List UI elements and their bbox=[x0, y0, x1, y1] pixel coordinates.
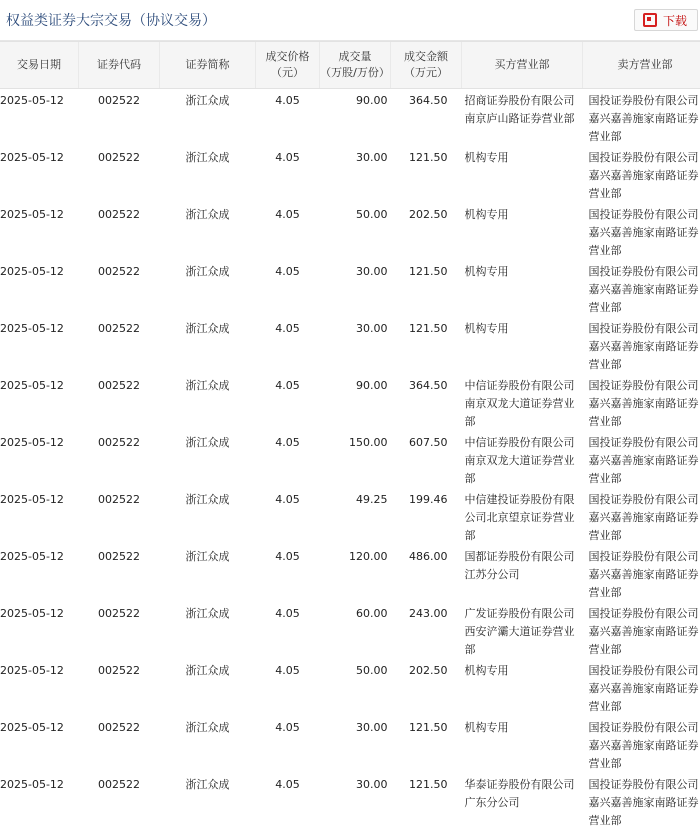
price-cell: 4.05 bbox=[256, 659, 320, 716]
table-row bbox=[0, 146, 700, 203]
security-code-cell: 002522 bbox=[79, 374, 160, 431]
amount-cell: 607.50 bbox=[391, 431, 462, 488]
buyer-branch-cell: 国都证券股份有限公司江苏分公司 bbox=[462, 545, 583, 602]
title-bar bbox=[0, 0, 700, 41]
column-header-code[interactable] bbox=[79, 42, 160, 89]
table-row bbox=[0, 203, 700, 260]
column-header-label: 交易日期 bbox=[17, 58, 61, 71]
buyer-branch-cell: 机构专用 bbox=[462, 146, 583, 203]
page-title: 权益类证券大宗交易（协议交易） bbox=[6, 10, 216, 30]
column-header-label: （万元） bbox=[404, 66, 448, 79]
amount-cell: 121.50 bbox=[391, 716, 462, 773]
column-header-name[interactable] bbox=[160, 42, 256, 89]
security-name-cell: 浙江众成 bbox=[160, 773, 256, 830]
security-code-cell: 002522 bbox=[79, 545, 160, 602]
volume-cell: 30.00 bbox=[320, 260, 391, 317]
column-header-price[interactable] bbox=[256, 42, 320, 89]
column-header-label: 成交金额 bbox=[404, 50, 448, 63]
security-name-cell: 浙江众成 bbox=[160, 89, 256, 147]
security-name-cell: 浙江众成 bbox=[160, 602, 256, 659]
buyer-branch-cell: 中信证券股份有限公司南京双龙大道证券营业部 bbox=[462, 431, 583, 488]
security-name-cell: 浙江众成 bbox=[160, 317, 256, 374]
table-row bbox=[0, 488, 700, 545]
volume-cell: 49.25 bbox=[320, 488, 391, 545]
security-code-cell: 002522 bbox=[79, 260, 160, 317]
table-row bbox=[0, 773, 700, 830]
volume-cell: 30.00 bbox=[320, 317, 391, 374]
table-row bbox=[0, 602, 700, 659]
trade-date-cell: 2025-05-12 bbox=[0, 203, 79, 260]
security-code-cell: 002522 bbox=[79, 659, 160, 716]
price-cell: 4.05 bbox=[256, 773, 320, 830]
security-name-cell: 浙江众成 bbox=[160, 374, 256, 431]
column-header-label: 买方营业部 bbox=[495, 58, 550, 71]
amount-cell: 199.46 bbox=[391, 488, 462, 545]
volume-cell: 30.00 bbox=[320, 773, 391, 830]
security-code-cell: 002522 bbox=[79, 773, 160, 830]
buyer-branch-cell: 广发证券股份有限公司西安浐灞大道证券营业部 bbox=[462, 602, 583, 659]
amount-cell: 121.50 bbox=[391, 146, 462, 203]
volume-cell: 50.00 bbox=[320, 203, 391, 260]
trade-date-cell: 2025-05-12 bbox=[0, 716, 79, 773]
security-name-cell: 浙江众成 bbox=[160, 716, 256, 773]
security-name-cell: 浙江众成 bbox=[160, 659, 256, 716]
amount-cell: 121.50 bbox=[391, 773, 462, 830]
column-header-label: （万股/万份） bbox=[320, 66, 390, 79]
seller-branch-cell: 国投证券股份有限公司嘉兴嘉善施家南路证券营业部 bbox=[583, 374, 700, 431]
column-header-label: 成交量 bbox=[339, 50, 372, 63]
amount-cell: 243.00 bbox=[391, 602, 462, 659]
amount-cell: 202.50 bbox=[391, 203, 462, 260]
security-name-cell: 浙江众成 bbox=[160, 203, 256, 260]
column-header-seller[interactable] bbox=[583, 42, 700, 89]
security-code-cell: 002522 bbox=[79, 431, 160, 488]
security-code-cell: 002522 bbox=[79, 203, 160, 260]
table-body bbox=[0, 89, 700, 830]
trade-date-cell: 2025-05-12 bbox=[0, 602, 79, 659]
volume-cell: 50.00 bbox=[320, 659, 391, 716]
trade-date-cell: 2025-05-12 bbox=[0, 431, 79, 488]
buyer-branch-cell: 招商证券股份有限公司南京庐山路证券营业部 bbox=[462, 89, 583, 147]
security-name-cell: 浙江众成 bbox=[160, 260, 256, 317]
column-header-label: 卖方营业部 bbox=[618, 58, 673, 71]
trade-date-cell: 2025-05-12 bbox=[0, 89, 79, 147]
price-cell: 4.05 bbox=[256, 260, 320, 317]
seller-branch-cell: 国投证券股份有限公司嘉兴嘉善施家南路证券营业部 bbox=[583, 602, 700, 659]
price-cell: 4.05 bbox=[256, 431, 320, 488]
seller-branch-cell: 国投证券股份有限公司嘉兴嘉善施家南路证券营业部 bbox=[583, 488, 700, 545]
trade-date-cell: 2025-05-12 bbox=[0, 146, 79, 203]
buyer-branch-cell: 中信证券股份有限公司南京双龙大道证券营业部 bbox=[462, 374, 583, 431]
trade-date-cell: 2025-05-12 bbox=[0, 317, 79, 374]
security-name-cell: 浙江众成 bbox=[160, 146, 256, 203]
price-cell: 4.05 bbox=[256, 89, 320, 147]
column-header-label: 成交价格 bbox=[266, 50, 310, 63]
block-trade-table bbox=[0, 41, 700, 830]
security-code-cell: 002522 bbox=[79, 488, 160, 545]
column-header-label: 证券简称 bbox=[186, 58, 230, 71]
price-cell: 4.05 bbox=[256, 317, 320, 374]
volume-cell: 90.00 bbox=[320, 89, 391, 147]
seller-branch-cell: 国投证券股份有限公司嘉兴嘉善施家南路证券营业部 bbox=[583, 773, 700, 830]
trade-date-cell: 2025-05-12 bbox=[0, 545, 79, 602]
trade-date-cell: 2025-05-12 bbox=[0, 374, 79, 431]
price-cell: 4.05 bbox=[256, 146, 320, 203]
column-header-date[interactable] bbox=[0, 42, 79, 89]
table-row bbox=[0, 716, 700, 773]
column-header-buyer[interactable] bbox=[462, 42, 583, 89]
price-cell: 4.05 bbox=[256, 545, 320, 602]
download-label: 下载 bbox=[663, 12, 687, 29]
buyer-branch-cell: 机构专用 bbox=[462, 659, 583, 716]
security-code-cell: 002522 bbox=[79, 317, 160, 374]
price-cell: 4.05 bbox=[256, 716, 320, 773]
security-code-cell: 002522 bbox=[79, 602, 160, 659]
security-code-cell: 002522 bbox=[79, 716, 160, 773]
amount-cell: 364.50 bbox=[391, 374, 462, 431]
trade-date-cell: 2025-05-12 bbox=[0, 659, 79, 716]
table-row bbox=[0, 89, 700, 147]
amount-cell: 202.50 bbox=[391, 659, 462, 716]
column-header-label: 证券代码 bbox=[97, 58, 141, 71]
buyer-branch-cell: 机构专用 bbox=[462, 260, 583, 317]
seller-branch-cell: 国投证券股份有限公司嘉兴嘉善施家南路证券营业部 bbox=[583, 203, 700, 260]
table-row bbox=[0, 317, 700, 374]
trade-date-cell: 2025-05-12 bbox=[0, 773, 79, 830]
seller-branch-cell: 国投证券股份有限公司嘉兴嘉善施家南路证券营业部 bbox=[583, 89, 700, 147]
price-cell: 4.05 bbox=[256, 203, 320, 260]
table-row bbox=[0, 431, 700, 488]
seller-branch-cell: 国投证券股份有限公司嘉兴嘉善施家南路证券营业部 bbox=[583, 659, 700, 716]
security-name-cell: 浙江众成 bbox=[160, 545, 256, 602]
price-cell: 4.05 bbox=[256, 374, 320, 431]
volume-cell: 150.00 bbox=[320, 431, 391, 488]
column-header-label: （元） bbox=[271, 66, 304, 79]
volume-cell: 60.00 bbox=[320, 602, 391, 659]
security-name-cell: 浙江众成 bbox=[160, 488, 256, 545]
amount-cell: 121.50 bbox=[391, 260, 462, 317]
seller-branch-cell: 国投证券股份有限公司嘉兴嘉善施家南路证券营业部 bbox=[583, 146, 700, 203]
buyer-branch-cell: 中信建投证券股份有限公司北京望京证券营业部 bbox=[462, 488, 583, 545]
seller-branch-cell: 国投证券股份有限公司嘉兴嘉善施家南路证券营业部 bbox=[583, 431, 700, 488]
security-name-cell: 浙江众成 bbox=[160, 431, 256, 488]
table-row bbox=[0, 545, 700, 602]
table-row bbox=[0, 260, 700, 317]
volume-cell: 120.00 bbox=[320, 545, 391, 602]
trade-date-cell: 2025-05-12 bbox=[0, 488, 79, 545]
seller-branch-cell: 国投证券股份有限公司嘉兴嘉善施家南路证券营业部 bbox=[583, 716, 700, 773]
trade-date-cell: 2025-05-12 bbox=[0, 260, 79, 317]
download-button[interactable] bbox=[634, 9, 698, 31]
seller-branch-cell: 国投证券股份有限公司嘉兴嘉善施家南路证券营业部 bbox=[583, 317, 700, 374]
seller-branch-cell: 国投证券股份有限公司嘉兴嘉善施家南路证券营业部 bbox=[583, 545, 700, 602]
security-code-cell: 002522 bbox=[79, 146, 160, 203]
table-row bbox=[0, 659, 700, 716]
column-header-amount[interactable] bbox=[391, 42, 462, 89]
table-row bbox=[0, 374, 700, 431]
buyer-branch-cell: 机构专用 bbox=[462, 317, 583, 374]
amount-cell: 364.50 bbox=[391, 89, 462, 147]
volume-cell: 30.00 bbox=[320, 146, 391, 203]
table-header-row bbox=[0, 42, 700, 89]
seller-branch-cell: 国投证券股份有限公司嘉兴嘉善施家南路证券营业部 bbox=[583, 260, 700, 317]
download-icon bbox=[643, 13, 657, 27]
price-cell: 4.05 bbox=[256, 488, 320, 545]
buyer-branch-cell: 华泰证券股份有限公司广东分公司 bbox=[462, 773, 583, 830]
column-header-volume[interactable] bbox=[320, 42, 391, 89]
buyer-branch-cell: 机构专用 bbox=[462, 203, 583, 260]
volume-cell: 90.00 bbox=[320, 374, 391, 431]
security-code-cell: 002522 bbox=[79, 89, 160, 147]
amount-cell: 121.50 bbox=[391, 317, 462, 374]
volume-cell: 30.00 bbox=[320, 716, 391, 773]
price-cell: 4.05 bbox=[256, 602, 320, 659]
amount-cell: 486.00 bbox=[391, 545, 462, 602]
buyer-branch-cell: 机构专用 bbox=[462, 716, 583, 773]
